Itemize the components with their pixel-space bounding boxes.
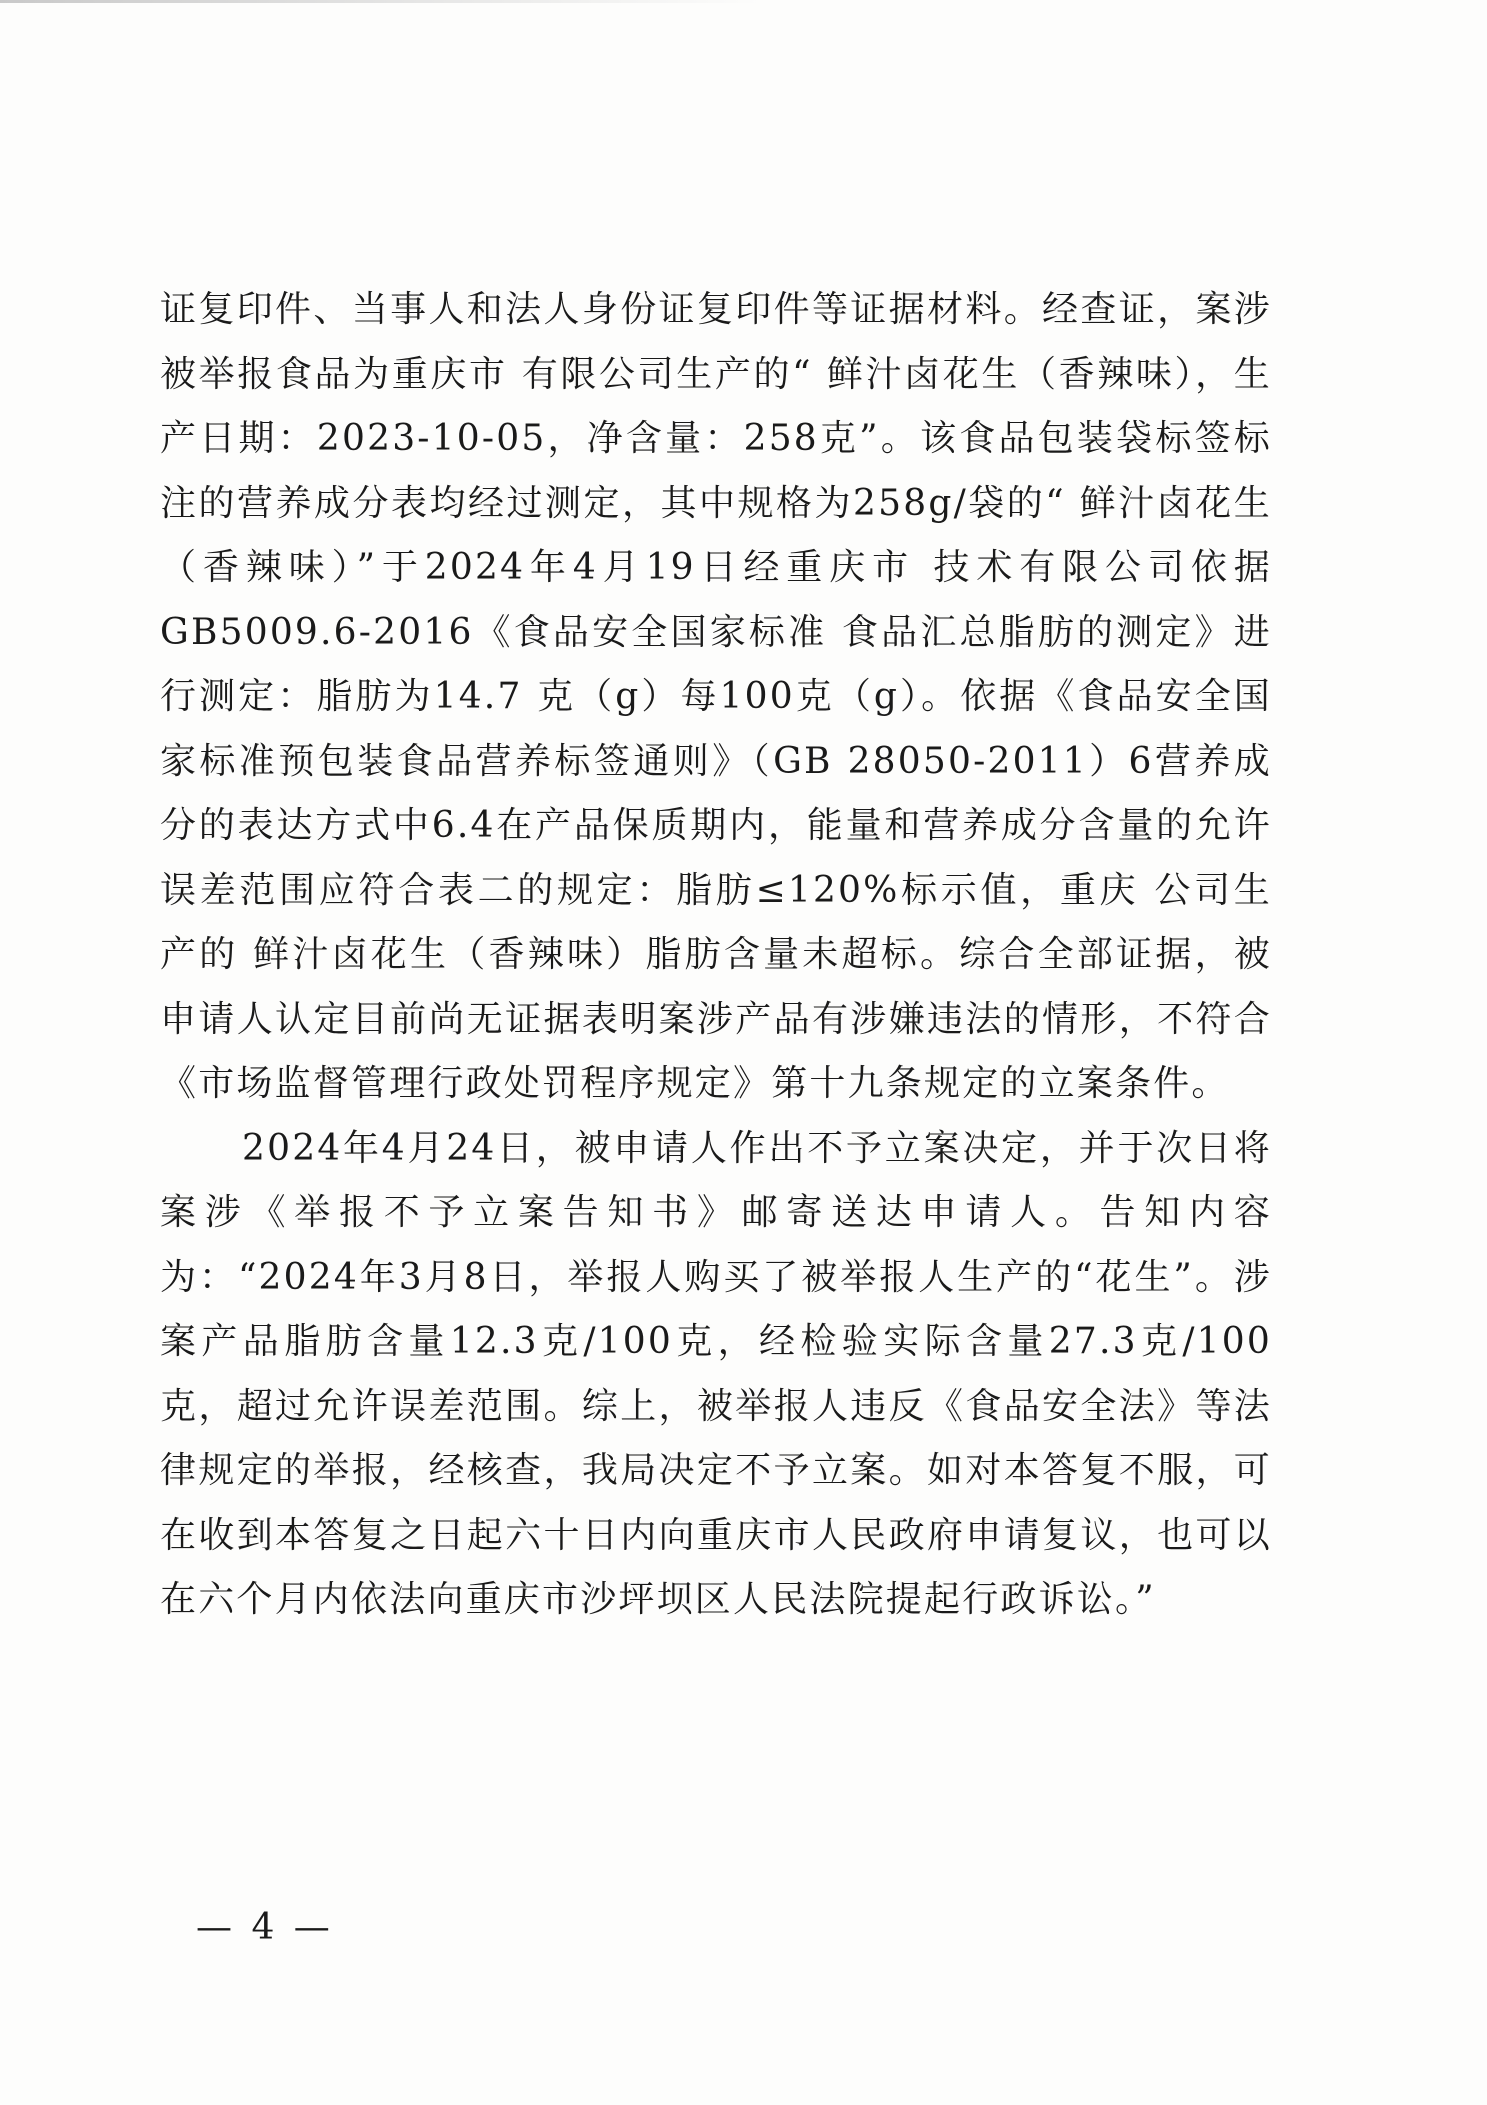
scan-edge-shadow <box>0 0 760 3</box>
document-body <box>160 278 1272 1633</box>
paragraph-decision-notice: 2024年4月24日，被申请人作出不予立案决定，并于次日将案涉《举报不予立案告知书》邮寄送达申请人。告知内容为：“2024年3月8日，举报人购买了被举报人生产的“花生”。涉案产品脂肪含量12.3克/100克，经检验实际含量27.3克/100克，超过允许误差范围。综上，被举报人违反《食品安全法》等法律规定的举报，经核查，我局决定不予立案。如对本答复不服，可在收到本答复之日起六十日内向重庆市人民政府申请复议，也可以在六个月内依法向重庆市沙坪坝区人民法院提起行政诉讼。” <box>160 1127 1272 1620</box>
paragraph-evidence-findings: 证复印件、当事人和法人身份证复印件等证据材料。经查证，案涉被举报食品为重庆市 有限公司生产的“ 鲜汁卤花生（香辣味），生产日期：2023-10-05，净含量：258克”。该食品包装袋标签标注的营养成分表均经过测定，其中规格为258g/袋的“ 鲜汁卤花生（香辣味）”于2024年4月19日经重庆市 技术有限公司依据GB5009.6-2016《食品安全国家标准 食品汇总脂肪的测定》进行测定：脂肪为14.7 克（g）每100克（g）。依据《食品安全国家标准预包装食品营养标签通则》（GB 28050-2011）6营养成分的表达方式中6.4在产品保质期内，能量和营养成分含量的允许误差范围应符合表二的规定：脂肪≤120%标示值，重庆 公司生产的 鲜汁卤花生（香辣味）脂肪含量未超标。综合全部证据，被申请人认定目前尚无证据表明案涉产品有涉嫌违法的情形，不符合《市场监督管理行政处罚程序规定》第十九条规定的立案条件。 <box>160 289 1272 1104</box>
page-number: — 4 — <box>196 1907 334 1948</box>
